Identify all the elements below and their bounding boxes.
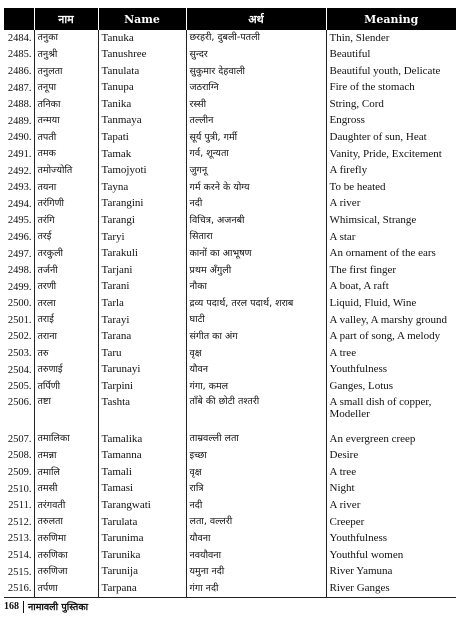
name-english: Tanmaya (98, 113, 186, 130)
row-number: 2512. (7, 516, 32, 528)
name-hindi: तमालि (34, 464, 98, 481)
table-row (4, 448, 456, 465)
name-english: Tashta (98, 395, 186, 431)
table-row (4, 514, 456, 531)
meaning-hindi: गंगा नदी (186, 580, 326, 597)
name-english: Tarunija (98, 564, 186, 581)
table-row (4, 30, 456, 47)
meaning-english: A valley, A marshy ground (326, 312, 456, 329)
name-english: Tanushree (98, 47, 186, 64)
table-row (4, 481, 456, 498)
name-hindi: तरुणिका (34, 547, 98, 564)
name-english: Tarpini (98, 378, 186, 395)
row-number: 2497. (7, 248, 32, 260)
meaning-hindi: जुगनू (186, 163, 326, 180)
row-number: 2507. (7, 433, 32, 445)
table-row (4, 564, 456, 581)
name-hindi: तरु (34, 345, 98, 362)
meaning-hindi: ताम्रवल्ली लता (186, 431, 326, 448)
name-hindi: तरंगि (34, 213, 98, 230)
meaning-english: A tree (326, 464, 456, 481)
name-hindi: तमसी (34, 481, 98, 498)
header-number (4, 8, 34, 30)
row-number: 2506. (7, 397, 32, 409)
row-number: 2510. (7, 483, 32, 495)
table-row (4, 96, 456, 113)
name-english: Tarangwati (98, 497, 186, 514)
name-hindi: तमक (34, 146, 98, 163)
table-row (4, 196, 456, 213)
name-hindi: तराना (34, 329, 98, 346)
table-row (4, 179, 456, 196)
row-number: 2490. (7, 132, 32, 144)
row-number: 2502. (7, 331, 32, 343)
table-row (4, 345, 456, 362)
meaning-hindi: घाटी (186, 312, 326, 329)
row-number: 2513. (7, 533, 32, 545)
meaning-hindi: रस्सी (186, 96, 326, 113)
meaning-hindi: छरहरी, दुबली-पतली (186, 30, 326, 47)
table-row (4, 113, 456, 130)
name-english: Tarunima (98, 531, 186, 548)
table-row (4, 163, 456, 180)
row-number: 2485. (7, 49, 32, 61)
meaning-hindi: तल्लीन (186, 113, 326, 130)
header-name: Name (98, 8, 186, 30)
row-number: 2491. (7, 148, 32, 160)
name-english: Tamalika (98, 431, 186, 448)
meaning-hindi: संगीत का अंग (186, 329, 326, 346)
name-hindi: तर्जनी (34, 262, 98, 279)
table-row (4, 63, 456, 80)
table-row (4, 431, 456, 448)
table-row (4, 580, 456, 597)
table-row (4, 362, 456, 379)
name-english: Tarangi (98, 213, 186, 230)
name-hindi: तनुश्री (34, 47, 98, 64)
name-english: Tarakuli (98, 246, 186, 263)
meaning-english: Youthful women (326, 547, 456, 564)
name-hindi: तरकुली (34, 246, 98, 263)
name-english: Tarla (98, 296, 186, 313)
row-number: 2504. (7, 364, 32, 376)
meaning-english: Whimsical, Strange (326, 213, 456, 230)
meaning-hindi: इच्छा (186, 448, 326, 465)
meaning-english: To be heated (326, 179, 456, 196)
name-hindi: तरई (34, 229, 98, 246)
names-table (4, 8, 456, 598)
meaning-english: Liquid, Fluid, Wine (326, 296, 456, 313)
row-number: 2495. (7, 215, 32, 227)
table-row (4, 262, 456, 279)
table-row (4, 146, 456, 163)
meaning-english: String, Cord (326, 96, 456, 113)
name-hindi: तयना (34, 179, 98, 196)
meaning-hindi: जठराग्नि (186, 80, 326, 97)
row-number: 2494. (7, 198, 32, 210)
name-english: Tayna (98, 179, 186, 196)
meaning-english: A star (326, 229, 456, 246)
meaning-english: A river (326, 497, 456, 514)
meaning-english: Creeper (326, 514, 456, 531)
name-english: Taru (98, 345, 186, 362)
meaning-hindi: गर्म करने के योग्य (186, 179, 326, 196)
row-number: 2509. (7, 467, 32, 479)
meaning-english: Fire of the stomach (326, 80, 456, 97)
name-english: Tarulata (98, 514, 186, 531)
row-number: 2484. (7, 32, 32, 44)
name-hindi: तर्पणा (34, 580, 98, 597)
row-number: 2511. (8, 500, 32, 512)
name-hindi: तरणी (34, 279, 98, 296)
meaning-english: Daughter of sun, Heat (326, 130, 456, 147)
meaning-english: Desire (326, 448, 456, 465)
name-hindi: तरंगवती (34, 497, 98, 514)
name-english: Tamak (98, 146, 186, 163)
name-english: Tarunayi (98, 362, 186, 379)
page-footer (4, 600, 88, 613)
name-english: Tamali (98, 464, 186, 481)
meaning-english: A firefly (326, 163, 456, 180)
meaning-hindi: प्रथम अँगुली (186, 262, 326, 279)
meaning-english: Night (326, 481, 456, 498)
table-row (4, 213, 456, 230)
meaning-english: A boat, A raft (326, 279, 456, 296)
row-number: 2508. (7, 450, 32, 462)
meaning-english: Ganges, Lotus (326, 378, 456, 395)
table-header-row (4, 8, 456, 30)
table-row (4, 547, 456, 564)
row-number: 2500. (7, 298, 32, 310)
meaning-hindi: नदी (186, 196, 326, 213)
meaning-english: A part of song, A melody (326, 329, 456, 346)
footer-divider (23, 601, 24, 613)
meaning-hindi: यौवन (186, 362, 326, 379)
name-hindi: तरुणिमा (34, 531, 98, 548)
name-hindi: तरुणाई (34, 362, 98, 379)
name-hindi: तन्मया (34, 113, 98, 130)
name-hindi: तनुलता (34, 63, 98, 80)
meaning-hindi: सुकुमार देहवाली (186, 63, 326, 80)
meaning-hindi: गर्व, शून्यता (186, 146, 326, 163)
book-title: नामावली पुस्तिका (28, 602, 89, 613)
name-hindi: तमन्ना (34, 448, 98, 465)
name-hindi: तरंगिणी (34, 196, 98, 213)
row-number: 2501. (7, 314, 32, 326)
name-english: Tarpana (98, 580, 186, 597)
meaning-hindi: सितारा (186, 229, 326, 246)
table-row (4, 246, 456, 263)
name-hindi: तमोज्योति (34, 163, 98, 180)
table-row (4, 329, 456, 346)
row-number: 2488. (7, 99, 32, 111)
meaning-english: An ornament of the ears (326, 246, 456, 263)
meaning-hindi: द्रव्य पदार्थ, तरल पदार्थ, शराब (186, 296, 326, 313)
meaning-hindi: लता, वल्लरी (186, 514, 326, 531)
meaning-english: An evergreen creep (326, 431, 456, 448)
name-hindi: तराई (34, 312, 98, 329)
meaning-hindi: नदी (186, 497, 326, 514)
name-english: Tanika (98, 96, 186, 113)
table-row (4, 395, 456, 431)
table-row (4, 531, 456, 548)
table-row (4, 229, 456, 246)
meaning-hindi: वृक्ष (186, 345, 326, 362)
meaning-hindi: विचित्र, अजनबी (186, 213, 326, 230)
meaning-hindi: रात्रि (186, 481, 326, 498)
meaning-english: The first finger (326, 262, 456, 279)
meaning-hindi: सुन्दर (186, 47, 326, 64)
name-english: Tarunika (98, 547, 186, 564)
name-english: Tamasi (98, 481, 186, 498)
meaning-hindi: वृक्ष (186, 464, 326, 481)
name-english: Tamanna (98, 448, 186, 465)
row-number: 2496. (7, 231, 32, 243)
name-hindi: तमालिका (34, 431, 98, 448)
meaning-english: A river (326, 196, 456, 213)
header-arth: अर्थ (186, 8, 326, 30)
meaning-english: Vanity, Pride, Excitement (326, 146, 456, 163)
name-hindi: तनिका (34, 96, 98, 113)
table-row (4, 130, 456, 147)
name-english: Tapati (98, 130, 186, 147)
name-english: Tanupa (98, 80, 186, 97)
table-row (4, 378, 456, 395)
name-english: Taryi (98, 229, 186, 246)
meaning-hindi: नौका (186, 279, 326, 296)
table-row (4, 47, 456, 64)
header-meaning: Meaning (326, 8, 456, 30)
row-number: 2493. (7, 182, 32, 194)
meaning-english: Youthfulness (326, 362, 456, 379)
name-hindi: तरुलता (34, 514, 98, 531)
meaning-hindi: यमुना नदी (186, 564, 326, 581)
name-hindi: तष्टा (34, 395, 98, 431)
row-number: 2503. (7, 348, 32, 360)
header-naam: नाम (34, 8, 98, 30)
meaning-english: River Ganges (326, 580, 456, 597)
name-english: Tarjani (98, 262, 186, 279)
name-hindi: तनुका (34, 30, 98, 47)
name-english: Tarani (98, 279, 186, 296)
meaning-english: Engross (326, 113, 456, 130)
name-hindi: तरुणिजा (34, 564, 98, 581)
table-row (4, 497, 456, 514)
row-number: 2498. (7, 265, 32, 277)
meaning-hindi: सूर्य पुत्री, गर्मी (186, 130, 326, 147)
meaning-english: A tree (326, 345, 456, 362)
table-row (4, 464, 456, 481)
row-number: 2492. (7, 165, 32, 177)
meaning-hindi: ताँबे की छोटी तश्तरी (186, 395, 326, 431)
name-english: Tanulata (98, 63, 186, 80)
row-number: 2505. (7, 381, 32, 393)
meaning-english: Thin, Slender (326, 30, 456, 47)
meaning-english: Youthfulness (326, 531, 456, 548)
meaning-english: Beautiful (326, 47, 456, 64)
page-number: 168 (4, 601, 19, 612)
name-english: Tanuka (98, 30, 186, 47)
meaning-hindi: यौवना (186, 531, 326, 548)
name-english: Tarangini (98, 196, 186, 213)
table-body (4, 30, 456, 598)
table-row (4, 296, 456, 313)
name-english: Tarayi (98, 312, 186, 329)
meaning-english: Beautiful youth, Delicate (326, 63, 456, 80)
meaning-hindi: गंगा, कमल (186, 378, 326, 395)
name-hindi: तरला (34, 296, 98, 313)
row-number: 2499. (7, 281, 32, 293)
row-number: 2514. (7, 550, 32, 561)
meaning-hindi: कानों का आभूषण (186, 246, 326, 263)
row-number: 2489. (7, 115, 32, 127)
name-hindi: तपती (34, 130, 98, 147)
name-english: Tamojyoti (98, 163, 186, 180)
table-row (4, 279, 456, 296)
row-number: 2515. (7, 566, 32, 578)
meaning-hindi: नवयौवना (186, 547, 326, 564)
name-english: Tarana (98, 329, 186, 346)
table-row (4, 80, 456, 97)
meaning-english: River Yamuna (326, 564, 456, 581)
row-number: 2516. (4, 580, 34, 597)
table-row (4, 312, 456, 329)
name-hindi: तनूपा (34, 80, 98, 97)
meaning-english: A small dish of copper, Modeller (326, 395, 456, 431)
row-number: 2487. (7, 82, 32, 94)
name-hindi: तर्पिणी (34, 378, 98, 395)
row-number: 2486. (7, 65, 32, 77)
